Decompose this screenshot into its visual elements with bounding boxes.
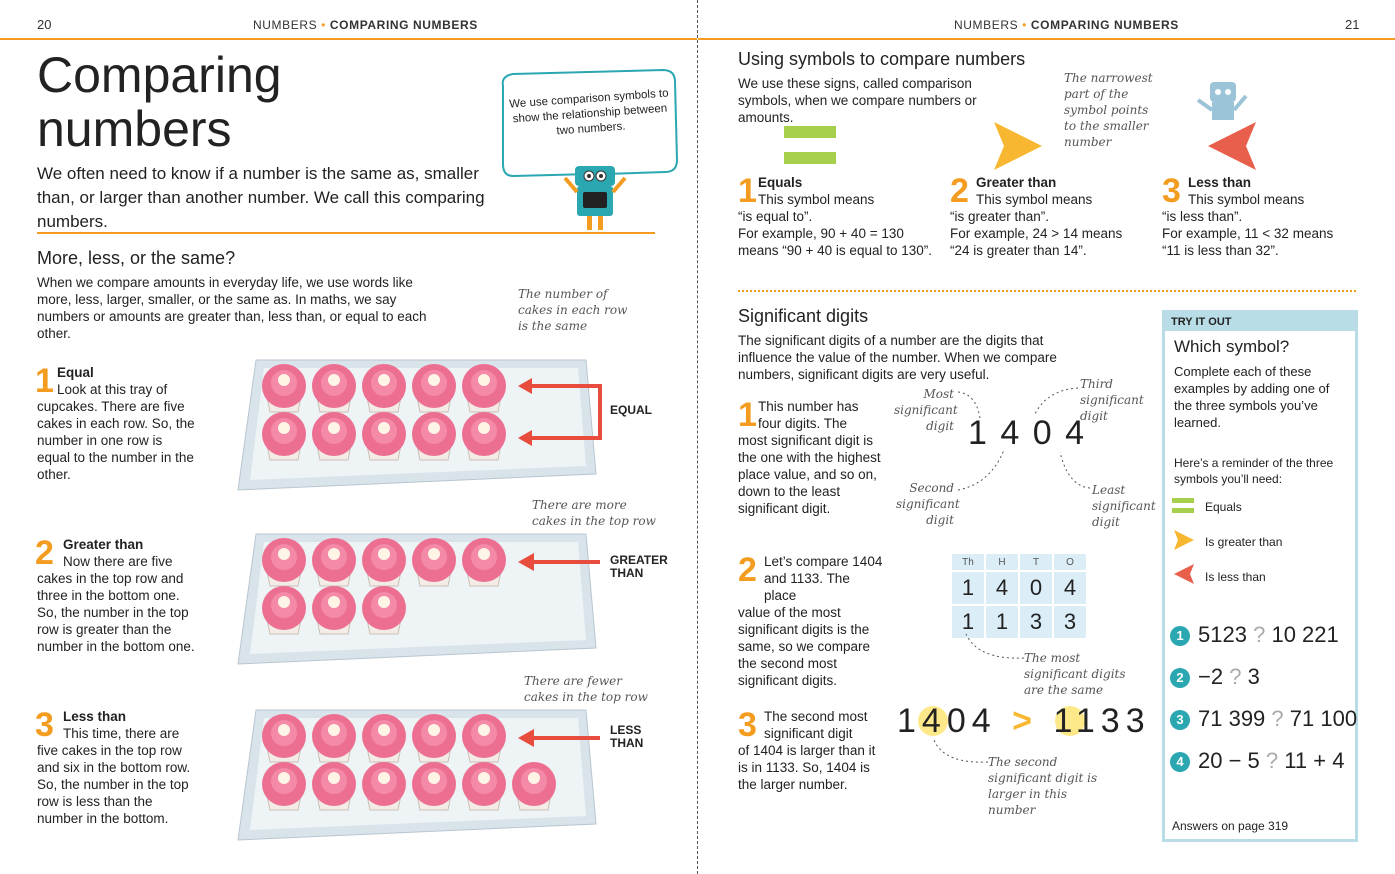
symbol-line: This symbol means [1188, 192, 1305, 207]
sig-step-3 [738, 708, 883, 793]
symbol-line: “is greater than”. [950, 209, 1050, 224]
cupcake-icon [262, 412, 306, 460]
sig-step-text: most significant digit is the one with the highest place value, and so on, down to the least significant digit. [738, 433, 881, 516]
header-rule-right [698, 38, 1395, 40]
step-body: Look at this tray of cupcakes. There are five cakes in each row. So, the number in one row is equal to the number in the other. [37, 382, 195, 482]
step-number: 2 [950, 172, 969, 210]
arrow-label [610, 554, 668, 580]
exercise-right: 10 221 [1271, 622, 1339, 647]
cupcake-icon [312, 364, 356, 412]
equals-icon [1172, 498, 1194, 513]
label-second: Second significant digit [896, 481, 960, 527]
exercise-row [1170, 748, 1344, 774]
pv-header: Th [951, 553, 985, 571]
pv-cell: 1 [951, 571, 985, 605]
cupcake-icon [412, 412, 456, 460]
right-running-header: NUMBERS • COMPARING NUMBERS [954, 18, 1179, 32]
exercise-left: 20 − 5 [1198, 748, 1260, 773]
cupcake-icon [362, 714, 406, 762]
label-third: Third significant digit [1080, 377, 1144, 423]
symbol-line: For example, 24 > 14 means [950, 226, 1123, 241]
cupcake-icon [362, 586, 406, 634]
digit-pointer-lines [950, 380, 1110, 510]
step-number: 2 [35, 534, 54, 572]
cupcake-icon [462, 412, 506, 460]
pv-cell: 0 [1019, 571, 1053, 605]
step-title: Less than [63, 709, 127, 724]
sig-step-text: The second most significant digit [764, 709, 868, 741]
symbol-line: “is equal to”. [738, 209, 813, 224]
page-title [37, 48, 282, 156]
page-spine [697, 0, 698, 874]
section-divider [37, 232, 655, 234]
symbol-line: For example, 11 < 32 means [1162, 226, 1334, 241]
legend-label: Is greater than [1205, 535, 1283, 549]
topic-label: COMPARING NUMBERS [1030, 18, 1179, 32]
step-title: Equal [57, 365, 94, 380]
cupcake-icon [262, 762, 306, 810]
cupcake-icon [362, 762, 406, 810]
exercise-left: 5123 [1198, 622, 1247, 647]
pv-cell: 4 [1053, 571, 1087, 605]
arrow-label-line: LESS [610, 723, 642, 737]
step-number: 1 [738, 396, 757, 434]
left-page-number: 20 [37, 17, 52, 32]
section-label: NUMBERS [954, 18, 1019, 32]
try-reminder: Here’s a reminder of the three symbols you’ll need: [1174, 456, 1334, 486]
title-line-1: Comparing [37, 47, 282, 103]
answers-note: Answers on page 319 [1172, 819, 1289, 833]
cupcake-icon [312, 762, 356, 810]
legend-label: Is less than [1205, 570, 1266, 584]
step-number: 2 [738, 551, 757, 589]
speech-bubble-text: We use comparison symbols to show the relationship between two numbers. [508, 87, 669, 138]
pv-header: O [1053, 553, 1087, 571]
exercise-right: 3 [1247, 664, 1260, 689]
cupcake-icon [462, 364, 506, 412]
cupcake-icon [512, 762, 556, 810]
symbol-equals-desc [738, 174, 948, 259]
exercise-number: 2 [1170, 668, 1190, 688]
label-larger: The second significant digit is larger in this number [988, 755, 1098, 817]
step-number: 1 [738, 172, 757, 210]
small-robot-icon [1192, 70, 1252, 130]
try-heading: TRY IT OUT [1165, 313, 1355, 331]
arrow-label-line: THAN [610, 736, 644, 750]
digit: 4 [921, 702, 947, 740]
cupcake-icon [412, 364, 456, 412]
label-most: Most significant digit [894, 387, 958, 433]
legend-label: Equals [1205, 500, 1242, 514]
try-title: Which symbol? [1174, 337, 1290, 356]
exercise-blank: ? [1271, 706, 1284, 731]
cupcake-tray-equal [236, 354, 696, 496]
annotation-note: There are more cakes in the top row [532, 498, 656, 528]
cupcake-icon [462, 538, 506, 586]
sig-step-text: of 1404 is larger than it is in 1133. So, 1404 is the larger number. [738, 743, 876, 792]
pv-header: H [985, 553, 1019, 571]
symbol-less-desc [1162, 174, 1372, 259]
pv-cell: 1 [985, 605, 1019, 639]
legend-symbols [1170, 494, 1198, 588]
pv-cell: 1 [951, 605, 985, 639]
digit: 3 [1100, 702, 1126, 740]
arrow-label-line: GREATER [610, 553, 668, 567]
step-1-text [37, 364, 197, 483]
narrow-note: The narrowest part of the symbol points to the smaller number [1064, 71, 1153, 149]
symbol-title [950, 174, 1160, 191]
cupcake-icon [362, 364, 406, 412]
arrow-label [610, 724, 643, 750]
symbol-line: “24 is greater than 14”. [950, 243, 1087, 258]
sig-step-text: value of the most significant digits is the same, so we compare the second most significant digits. [738, 605, 871, 688]
annotation-note: There are fewer cakes in the top row [524, 674, 648, 704]
symbol-title [1162, 174, 1372, 191]
pv-header: T [1019, 553, 1053, 571]
arrow-label: EQUAL [610, 403, 652, 417]
exercise-blank: ? [1229, 664, 1242, 689]
step-number: 3 [35, 706, 54, 744]
cupcake-icon [362, 538, 406, 586]
digit: 1 [1053, 702, 1076, 740]
digit: 4 [971, 702, 997, 740]
cupcake-icon [262, 538, 306, 586]
header-rule-left [0, 38, 697, 40]
sig-title: Significant digits [738, 306, 869, 326]
right-page-number: 21 [1345, 17, 1360, 32]
cupcake-icon [312, 538, 356, 586]
digit: 0 [1032, 414, 1054, 452]
pv-header-row [951, 553, 1087, 571]
cupcake-icon [312, 412, 356, 460]
equals-symbol-icon [780, 120, 840, 170]
dotted-divider [738, 290, 1356, 292]
try-text: Complete each of these examples by adding one of the three symbols you’ve learned. [1174, 364, 1330, 430]
exercise-blank: ? [1253, 622, 1266, 647]
cupcake-tray-greater [236, 528, 696, 670]
exercise-right: 71 100 [1289, 706, 1358, 731]
exercise-left: −2 [1198, 664, 1224, 689]
symbols-intro: We use these signs, called comparison symbols, when we compare numbers or amounts. [738, 76, 977, 125]
digit: 1 [897, 702, 922, 740]
symbols-title: Using symbols to compare numbers [738, 49, 1026, 69]
exercise-right: 11 + 4 [1284, 748, 1345, 773]
pv-cell: 3 [1053, 605, 1087, 639]
cupcake-icon [412, 538, 456, 586]
pv-cell: 4 [985, 571, 1019, 605]
step-3-text [37, 708, 197, 827]
digit: 4 [1065, 414, 1087, 452]
label-least: Least significant digit [1092, 483, 1156, 529]
greater-than-symbol-icon [990, 118, 1050, 174]
left-running-header: NUMBERS • COMPARING NUMBERS [253, 18, 478, 32]
exercise-blank: ? [1265, 748, 1279, 773]
symbol-line: “is less than”. [1162, 209, 1243, 224]
symbol-line: This symbol means [976, 192, 1093, 207]
symbol-title-text: Greater than [976, 175, 1057, 190]
digit: 1 [968, 414, 989, 452]
symbol-greater-desc [950, 174, 1160, 259]
place-value-table [950, 552, 1088, 640]
exercise-number: 4 [1170, 752, 1190, 772]
cupcake-icon [362, 412, 406, 460]
intro-text: We often need to know if a number is the same as, smaller than, or larger than another number. We call this comparing numbers. [37, 164, 485, 231]
exercise-number: 3 [1170, 710, 1190, 730]
greater-than-icon [1174, 530, 1194, 550]
section-text: When we compare amounts in everyday life, we use words like more, less, larger, smaller, or the same as. In maths, we say numbers or amounts are greater than, less than, or equal to each other. [37, 275, 427, 341]
symbol-line: means “90 + 40 is equal to 130”. [738, 243, 932, 258]
section-title: More, less, or the same? [37, 248, 236, 268]
symbol-line: This symbol means [758, 192, 875, 207]
arrow-label-line: THAN [610, 566, 644, 580]
cupcake-icon [262, 364, 306, 412]
topic-label: COMPARING NUMBERS [329, 18, 478, 32]
exercise-row [1170, 622, 1339, 648]
cupcake-icon [312, 586, 356, 634]
cupcake-icon [312, 714, 356, 762]
annotation-note: The number of cakes in each row is the same [518, 287, 628, 333]
cupcake-icon [462, 714, 506, 762]
step-number: 3 [1162, 172, 1181, 210]
sig-step-1 [738, 398, 883, 517]
cupcake-icon [262, 586, 306, 634]
step-body: Now there are five cakes in the top row and three in the bottom one. So, the number in the top row is greater than the number in the bottom one. [37, 554, 195, 654]
sig-intro: The significant digits of a number are the digits that influence the value of the number. When we compare numbers, significant digits are very useful. [738, 333, 1057, 382]
digit: 0 [946, 702, 972, 740]
larger-pointer-line [928, 738, 992, 768]
digit: 3 [1125, 702, 1151, 740]
cupcake-icon [412, 762, 456, 810]
cupcake-icon [262, 714, 306, 762]
title-line-2: numbers [37, 101, 232, 157]
symbol-line: For example, 90 + 40 = 130 [738, 226, 904, 241]
step-number: 1 [35, 362, 54, 400]
exercise-row [1170, 706, 1357, 732]
less-than-icon [1174, 564, 1194, 584]
cupcake-icon [412, 714, 456, 762]
exercise-left: 71 399 [1198, 706, 1266, 731]
exercise-row [1170, 664, 1260, 690]
compare-expression [897, 702, 1151, 741]
sig-step-text: This number has four digits. The [758, 399, 859, 431]
pv-cell: 3 [1019, 605, 1053, 639]
step-2-text [37, 536, 197, 655]
symbol-title-text: Equals [758, 175, 803, 190]
greater-than-sign: > [1012, 702, 1038, 740]
digit: 1 [1075, 702, 1101, 740]
cupcake-icon [462, 762, 506, 810]
step-number: 3 [738, 706, 757, 744]
label-same: The most significant digits are the same [1024, 651, 1126, 697]
same-pointer-line [958, 630, 1028, 670]
sig-step-text: Let’s compare 1404 and 1133. The place [764, 554, 883, 603]
sig-step-2 [738, 553, 883, 689]
symbol-title [738, 174, 948, 191]
section-label: NUMBERS [253, 18, 318, 32]
symbol-title-text: Less than [1188, 175, 1252, 190]
step-body: This time, there are five cakes in the top row and six in the bottom row. So, the number in the top row is less than the number in the bottom. [37, 726, 191, 826]
step-title: Greater than [63, 537, 144, 552]
pv-row [951, 571, 1087, 605]
digit: 4 [1000, 414, 1022, 452]
robot-icon [565, 166, 625, 230]
exercise-number: 1 [1170, 626, 1190, 646]
symbol-line: “11 is less than 32”. [1162, 243, 1279, 258]
